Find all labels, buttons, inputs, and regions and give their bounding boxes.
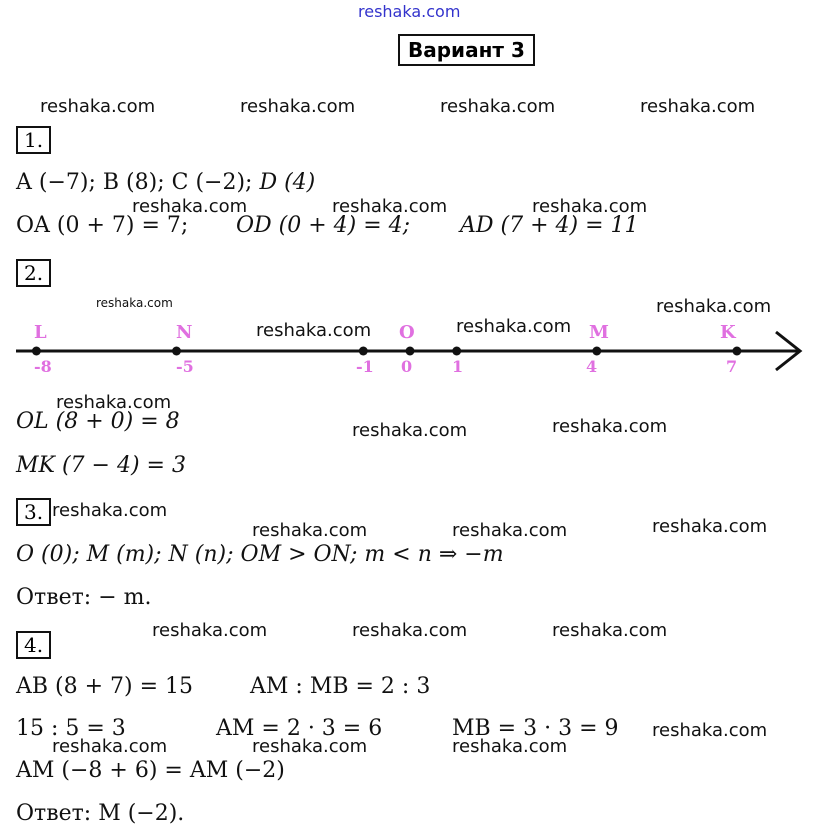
point-label-l: L — [34, 322, 47, 343]
watermark: reshaka.com — [552, 416, 668, 437]
point-label-m: M — [589, 322, 609, 343]
task2-ol: OL (8 + 0) = 8 — [16, 409, 180, 434]
task-number: 1. — [16, 126, 51, 154]
task-number: 2. — [16, 259, 51, 287]
number-line-point — [406, 347, 415, 356]
tick-value: -5 — [176, 357, 194, 376]
task1-dist-od: OD (0 + 4) = 4; — [236, 213, 411, 238]
watermark: reshaka.com — [440, 96, 556, 117]
tick-value: 1 — [452, 357, 464, 376]
task3-answer: Ответ: − m. — [16, 585, 152, 610]
watermark: reshaka.com — [452, 520, 568, 541]
watermark: reshaka.com — [352, 620, 468, 641]
task1-points — [16, 170, 315, 195]
number-line-point — [732, 347, 741, 356]
task1-point-d: D (4) — [259, 170, 316, 195]
number-line-point — [32, 347, 41, 356]
watermark: reshaka.com — [552, 620, 668, 641]
watermark: reshaka.com — [452, 736, 568, 757]
task4-line1b: AM : MB = 2 : 3 — [250, 674, 431, 699]
watermark: reshaka.com — [152, 620, 268, 641]
tick-value: -1 — [356, 357, 374, 376]
number-line-point — [592, 347, 601, 356]
point-label-n: N — [176, 322, 193, 343]
watermark: reshaka.com — [240, 96, 356, 117]
task2-mk: MK (7 − 4) = 3 — [16, 453, 186, 478]
point-label-k: K — [720, 322, 736, 343]
task4-line3: AM (−8 + 6) = AM (−2) — [16, 758, 285, 783]
watermark: reshaka.com — [640, 96, 756, 117]
watermark: reshaka.com — [352, 420, 468, 441]
watermark: reshaka.com — [332, 196, 448, 217]
tick-value: 7 — [726, 357, 738, 376]
watermark: reshaka.com — [52, 500, 168, 521]
watermark: reshaka.com — [656, 296, 772, 317]
watermark: reshaka.com — [40, 96, 156, 117]
watermark-top: reshaka.com — [358, 2, 461, 21]
number-line-point — [172, 347, 181, 356]
watermark: reshaka.com — [56, 392, 172, 413]
watermark: reshaka.com — [652, 516, 768, 537]
task-number: 4. — [16, 631, 51, 659]
task4-answer: Ответ: M (−2). — [16, 801, 185, 826]
watermark: reshaka.com — [132, 196, 248, 217]
watermark: reshaka.com — [532, 196, 648, 217]
watermark: reshaka.com — [96, 296, 173, 310]
task1-points-line: A (−7); B (8); C (−2); — [16, 170, 260, 195]
task4-line2c: MB = 3 · 3 = 9 — [452, 716, 619, 741]
task1-dist-ad: AD (7 + 4) = 11 — [460, 213, 639, 238]
watermark: reshaka.com — [252, 736, 368, 757]
number-line-point — [452, 347, 461, 356]
page-title: Вариант 3 — [398, 34, 535, 66]
watermark: reshaka.com — [652, 720, 768, 741]
point-label-o: O — [399, 322, 415, 343]
number-line-point — [359, 347, 368, 356]
tick-value: -8 — [34, 357, 52, 376]
watermark: reshaka.com — [256, 320, 372, 341]
watermark: reshaka.com — [252, 520, 368, 541]
task4-line2b: AM = 2 · 3 = 6 — [216, 716, 383, 741]
task4-line1a: AB (8 + 7) = 15 — [16, 674, 194, 699]
watermark: reshaka.com — [456, 316, 572, 337]
tick-value: 0 — [401, 357, 413, 376]
task-number: 3. — [16, 498, 51, 526]
task1-dist-oa: OA (0 + 7) = 7; — [16, 213, 189, 238]
task4-line2a: 15 : 5 = 3 — [16, 716, 126, 741]
tick-value: 4 — [586, 357, 598, 376]
task3-line: O (0); M (m); N (n); OM > ON; m < n ⇒ −m — [16, 542, 504, 567]
watermark: reshaka.com — [52, 736, 168, 757]
